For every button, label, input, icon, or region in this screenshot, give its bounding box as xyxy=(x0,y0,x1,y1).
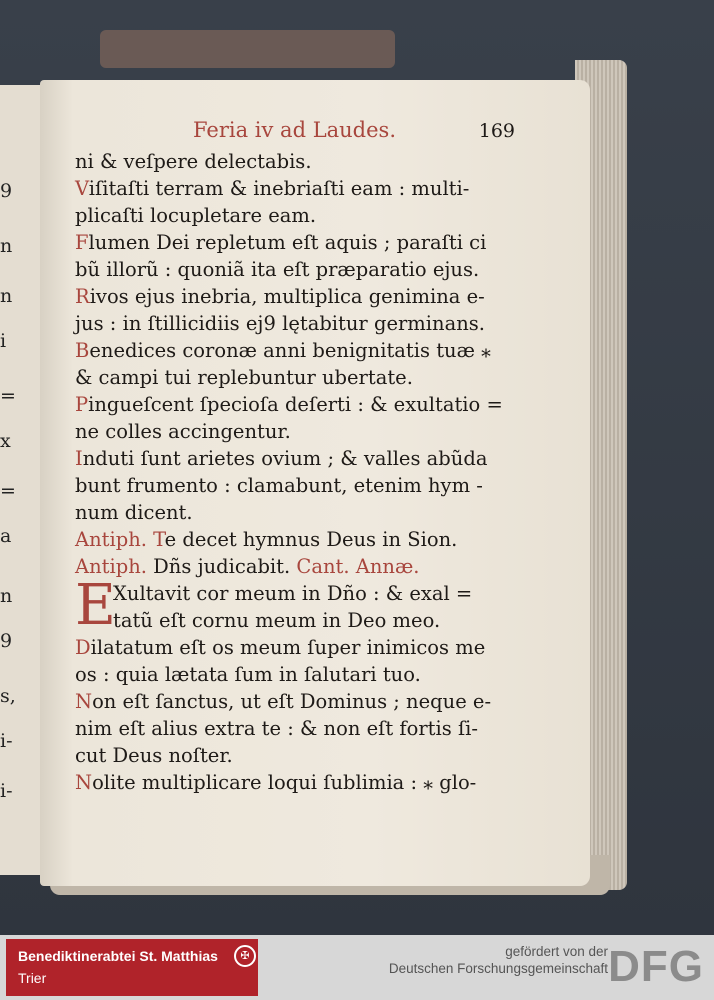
verse-text: nim eſt alius extra te : & non eſt fortis ſi- xyxy=(75,717,479,740)
verse-text: enedices coronæ anni benignitatis tuæ ⁎ xyxy=(89,339,491,362)
text-line xyxy=(75,337,515,364)
verse-text: on eſt ſanctus, ut eſt Dominus ; neque e- xyxy=(92,690,492,713)
canticle-line: tatũ eſt cornu meum in Deo meo. xyxy=(113,609,441,632)
antiphon-line xyxy=(75,526,515,553)
canticle-block xyxy=(75,634,515,796)
verse-initial: F xyxy=(75,231,89,254)
facing-page-edge xyxy=(0,85,42,875)
verse-initial: R xyxy=(75,285,90,308)
verse-text: ne colles accingentur. xyxy=(75,420,291,443)
verse-text: ilatatum eſt os meum ſuper inimicos me xyxy=(90,636,486,659)
verse-text: lumen Dei repletum eſt aquis ; paraſti ci xyxy=(88,231,487,254)
verse-initial: P xyxy=(75,393,89,416)
canticle-opening xyxy=(75,573,515,638)
text-line xyxy=(75,445,515,472)
text-line xyxy=(75,148,515,175)
text-line xyxy=(75,364,515,391)
page-text xyxy=(75,118,515,796)
facing-page-fragment: a xyxy=(0,525,12,547)
antiphon-text: e decet hymnus Deus in Sion. xyxy=(164,528,458,551)
facing-page-fragment: i- xyxy=(0,730,13,752)
text-line xyxy=(75,283,515,310)
psalm-block xyxy=(75,148,515,526)
verse-text: & campi tui replebuntur ubertate. xyxy=(75,366,413,389)
verse-text: ivos ejus inebria, multiplica genimina e- xyxy=(89,285,485,308)
text-line xyxy=(75,634,515,661)
footer-bar xyxy=(0,935,714,1000)
text-line xyxy=(75,175,515,202)
book-binding xyxy=(100,30,395,68)
facing-page-fragment: s, xyxy=(0,685,16,707)
verse-initial: N xyxy=(75,690,93,713)
institution-city: Trier xyxy=(18,970,47,986)
verse-text: num dicent. xyxy=(75,501,193,524)
facing-page-fragment: = xyxy=(0,480,16,502)
verse-text: bũ illorũ : quoniã ita eſt præparatio ejus. xyxy=(75,258,480,281)
verse-text: bunt frumento : clamabunt, etenim hym - xyxy=(75,474,483,497)
verse-text: ingueſcent ſpecioſa deſerti : & exultatio = xyxy=(88,393,503,416)
text-line xyxy=(75,202,515,229)
text-line xyxy=(75,256,515,283)
text-line xyxy=(75,661,515,688)
antiphon-text: Dñs judicabit. xyxy=(153,555,291,578)
text-line xyxy=(75,742,515,769)
text-line xyxy=(75,391,515,418)
facing-page-fragment: n xyxy=(0,285,13,307)
verse-text: cut Deus noſter. xyxy=(75,744,233,767)
facing-page-fragment: i xyxy=(0,330,7,352)
running-title: Feria iv ad Laudes. xyxy=(193,118,397,142)
text-line xyxy=(75,229,515,256)
funding-line: gefördert von der xyxy=(505,944,608,959)
verse-initial: I xyxy=(75,447,83,470)
antiphon-label: Antiph. xyxy=(75,555,147,578)
antiphon-label: Antiph. xyxy=(75,528,147,551)
dfg-logo[interactable]: DFG xyxy=(608,942,704,991)
text-line xyxy=(75,499,515,526)
verse-initial: N xyxy=(75,771,93,794)
text-line xyxy=(75,688,515,715)
text-line xyxy=(75,472,515,499)
text-line xyxy=(75,715,515,742)
facing-page-fragment: i- xyxy=(0,780,13,802)
institution-banner[interactable] xyxy=(6,939,258,996)
verse-text: iſitaſti terram & inebriaſti eam : multi- xyxy=(88,177,470,200)
facing-page-fragment: 9 xyxy=(0,180,13,202)
text-line xyxy=(75,310,515,337)
verse-text: jus : in ſtillicidiis ej9 lętabitur germinans. xyxy=(75,312,485,335)
page-header xyxy=(75,118,515,148)
verse-text: nduti ſunt arietes ovium ; & valles abũda xyxy=(82,447,488,470)
verse-initial: D xyxy=(75,636,91,659)
page-number: 169 xyxy=(478,120,515,142)
drop-capital: E xyxy=(75,573,116,638)
facing-page-fragment: n xyxy=(0,235,13,257)
facing-page-fragment: n xyxy=(0,585,13,607)
facing-page-fragment: = xyxy=(0,385,16,407)
institution-name: Benediktinerabtei St. Matthias xyxy=(18,948,218,964)
text-line xyxy=(75,769,515,796)
verse-text: plicaſti locupletare eam. xyxy=(75,204,317,227)
verse-text: ni & veſpere delectabis. xyxy=(75,150,312,173)
canticle-label: Cant. Annæ. xyxy=(296,555,420,578)
verse-text: os : quia lætata ſum in ſalutari tuo. xyxy=(75,663,421,686)
institution-logo-icon: ✠ xyxy=(234,945,256,967)
funding-line: Deutschen Forschungsgemeinschaft xyxy=(388,961,608,976)
verse-initial: B xyxy=(75,339,90,362)
funding-notice xyxy=(389,943,608,977)
antiphon-line xyxy=(75,553,515,580)
antiphon-initial: T xyxy=(153,528,165,551)
verse-text: olite multiplicare loqui ſublimia : ⁎ glo- xyxy=(92,771,477,794)
facing-page-fragment: 9 xyxy=(0,630,13,652)
facing-page-fragment: x xyxy=(0,430,11,452)
verse-initial: V xyxy=(75,177,89,200)
text-line xyxy=(75,418,515,445)
canticle-line: Xultavit cor meum in Dño : & exal = xyxy=(113,582,473,605)
